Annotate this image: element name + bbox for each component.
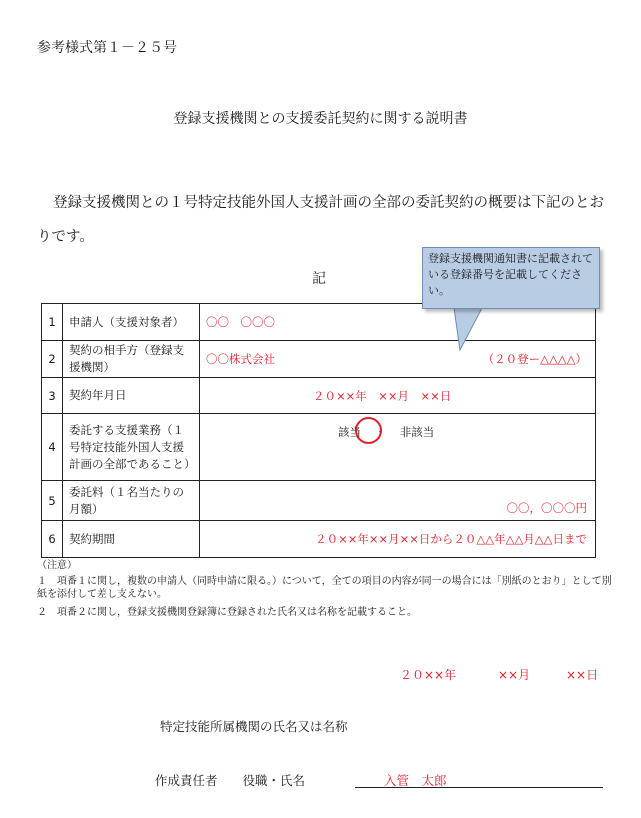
- row-number: 3: [42, 378, 63, 414]
- selection-circle: [355, 417, 382, 444]
- row-label: 契約の相手方（登録支援機関）: [63, 341, 200, 378]
- author-label: 作成責任者 役職・氏名: [155, 773, 306, 788]
- row-number: 1: [42, 304, 63, 341]
- table-row: [42, 414, 596, 481]
- contract-period-value: ２０××年××月××日から２０△△年△△月△△日まで: [200, 521, 596, 558]
- table-row: [42, 521, 596, 558]
- table-row: [42, 378, 596, 414]
- organization-label: 特定技能所属機関の氏名又は名称: [160, 719, 348, 734]
- date-year: ２０××年: [400, 668, 457, 682]
- signature-line: [355, 787, 603, 788]
- support-scope-cell: [200, 414, 596, 481]
- ki-heading: 記: [312, 271, 326, 287]
- option-separator: ・: [374, 425, 387, 439]
- row-label: 委託する支援業務（１号特定技能外国人支援計画の全部であること）: [63, 414, 200, 481]
- author-name: 入管 太郎: [384, 773, 447, 788]
- row-number: 2: [42, 341, 63, 378]
- table-row: [42, 304, 596, 341]
- date-month: ××月: [498, 668, 531, 682]
- row-number: 4: [42, 414, 63, 481]
- notes-heading: （注意）: [37, 560, 77, 571]
- row-number: 5: [42, 481, 63, 521]
- note-item: ２ 項番２に関し，登録支援機関登録簿に登録された氏名又は名称を記載すること。: [37, 607, 417, 618]
- note-item: １ 項番１に関し，複数の申請人（同時申請に限る。）について，全ての項目の内容が同一の場合には「別紙のとおり」として別紙を添付して差し支えない。: [37, 576, 612, 600]
- table-row: [42, 481, 596, 521]
- document-title: 登録支援機関との支援委託契約に関する説明書: [173, 111, 468, 127]
- row-label: 契約期間: [63, 521, 200, 558]
- counterparty-cell: [200, 341, 596, 378]
- contract-date-value: ２０××年 ××月 ××日: [200, 378, 596, 414]
- table-row: [42, 341, 596, 378]
- counterparty-value: 〇〇株式会社: [206, 352, 275, 366]
- contract-table: [41, 303, 596, 558]
- row-label: 委託料（１名当たりの月額）: [63, 481, 200, 521]
- row-label: 契約年月日: [63, 378, 200, 414]
- registration-number: （２０登ー△△△△）: [482, 352, 587, 366]
- intro-paragraph: 登録支援機関との１号特定技能外国人支援計画の全部の委託契約の概要は下記のとおりです。: [37, 195, 604, 245]
- option-not-applicable: 非該当: [399, 425, 435, 439]
- row-label: 申請人（支援対象者）: [63, 304, 200, 341]
- registration-callout: 登録支援機関通知書に記載されている登録番号を記載してください。: [422, 247, 600, 309]
- applicant-value: 〇〇 〇〇〇: [200, 304, 596, 341]
- fee-value: 〇〇，〇〇〇円: [200, 481, 596, 521]
- form-number: 参考様式第１－２５号: [37, 40, 177, 56]
- callout-tail-shape: [440, 308, 490, 353]
- row-number: 6: [42, 521, 63, 558]
- option-applicable: 該当: [338, 425, 361, 439]
- date-day: ××日: [566, 668, 599, 682]
